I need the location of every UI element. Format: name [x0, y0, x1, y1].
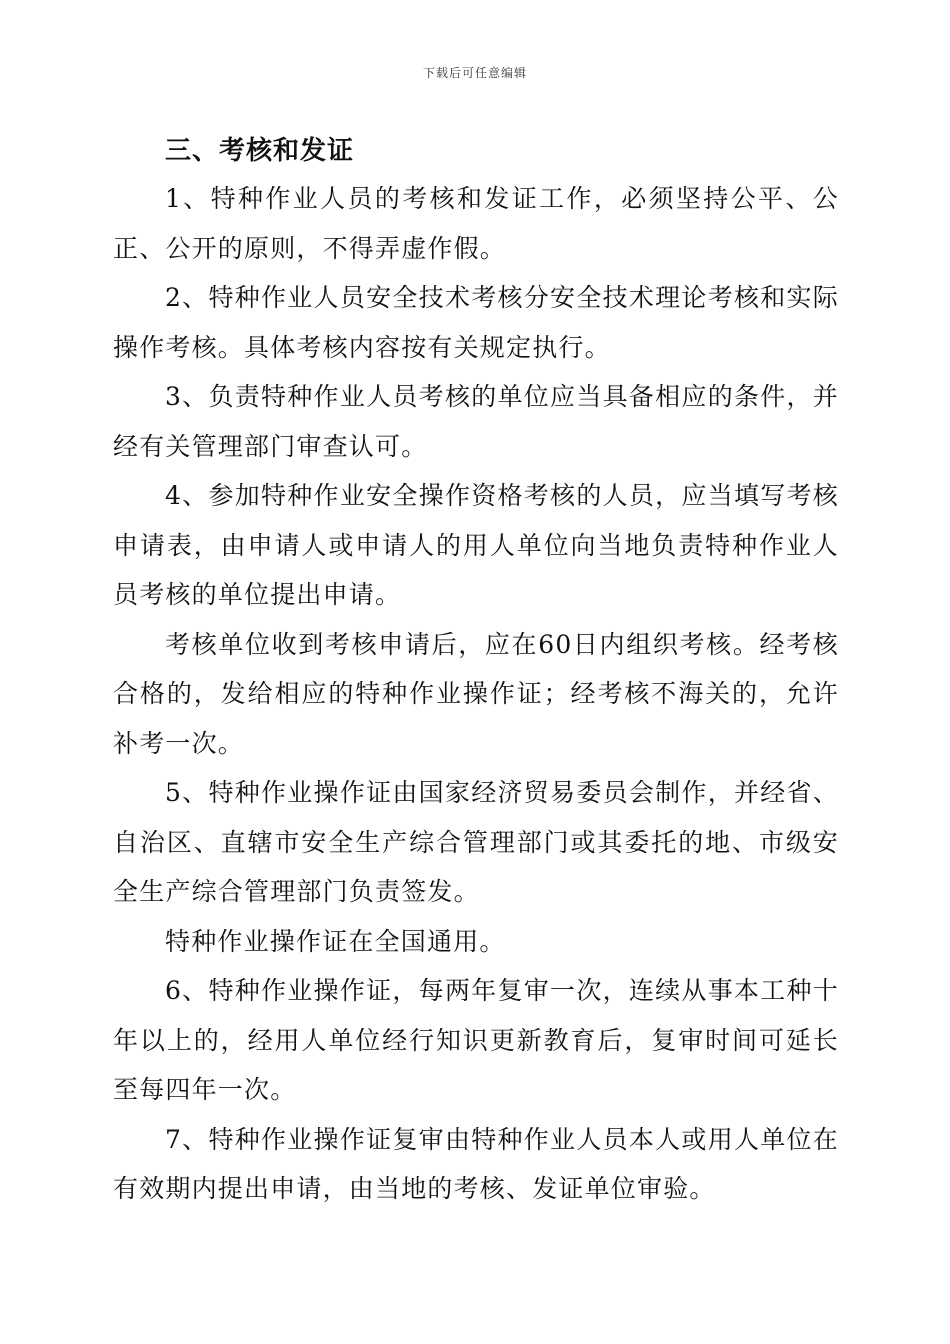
- document-body: [113, 128, 839, 1214]
- paragraph-5-continued: 特种作业操作证在全国通用。: [165, 926, 506, 956]
- paragraph-3: 3、负责特种作业人员考核的单位应当具备相应的条件，并经有关管理部门审查认可。: [113, 382, 839, 461]
- paragraph-5: 5、特种作业操作证由国家经济贸易委员会制作，并经省、自治区、直辖市安全生产综合管理部门或其委托的地、市级安全生产综合管理部门负责签发。: [113, 778, 839, 906]
- paragraph-1: 1、特种作业人员的考核和发证工作，必须坚持公平、公正、公开的原则，不得弄虚作假。: [113, 184, 839, 263]
- header-note: 下载后可任意编辑: [422, 66, 527, 80]
- paragraph-7: 7、特种作业操作证复审由特种作业人员本人或用人单位在有效期内提出申请，由当地的考核、发证单位审验。: [113, 1124, 839, 1203]
- paragraph-6: 6、特种作业操作证，每两年复审一次，连续从事本工种十年以上的，经用人单位经行知识更新教育后，复审时间可延长至每四年一次。: [113, 976, 839, 1104]
- paragraph-4-continued: 考核单位收到考核申请后，应在60日内组织考核。经考核合格的，发给相应的特种作业操作证；经考核不海关的，允许补考一次。: [113, 629, 839, 758]
- section-heading: 三、考核和发证: [165, 136, 355, 166]
- paragraph-2: 2、特种作业人员安全技术考核分安全技术理论考核和实际操作考核。具体考核内容按有关规定执行。: [113, 283, 839, 362]
- paragraph-4: 4、参加特种作业安全操作资格考核的人员，应当填写考核申请表，由申请人或申请人的用人单位向当地负责特种作业人员考核的单位提出申请。: [113, 481, 839, 609]
